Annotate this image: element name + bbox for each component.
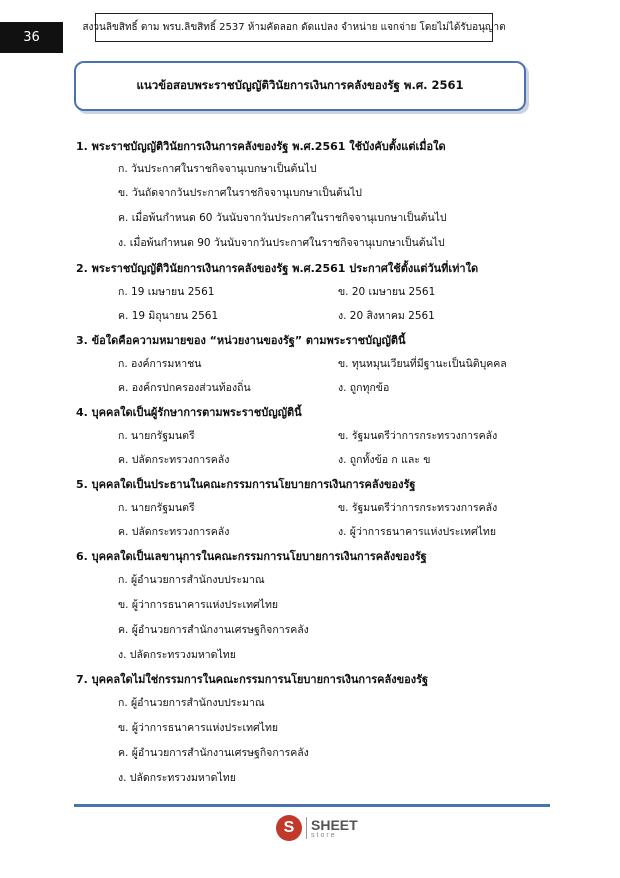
footer-divider xyxy=(74,804,550,807)
question-2: 2. พระราชบัญญัติวินัยการเงินการคลังของรัฐ พ.ศ.2561 ประกาศใช้ตั้งแต่วันที่เท่าใด xyxy=(76,262,479,275)
option-5c: ค. ปลัดกระทรวงการคลัง xyxy=(118,526,230,538)
option-4c: ค. ปลัดกระทรวงการคลัง xyxy=(118,454,230,466)
logo-subtitle: store xyxy=(311,831,337,839)
option-5d: ง. ผู้ว่าการธนาคารแห่งประเทศไทย xyxy=(338,526,496,538)
page-title: แนวข้อสอบพระราชบัญญัติวินัยการเงินการคลังของรัฐ พ.ศ. 2561 xyxy=(74,61,526,111)
option-3b: ข. ทุนหมุนเวียนที่มีฐานะเป็นนิติบุคคล xyxy=(338,358,507,370)
logo-divider xyxy=(306,817,307,839)
sheet-store-logo xyxy=(276,814,358,842)
logo-text xyxy=(311,818,358,839)
page-number: 36 xyxy=(0,22,63,53)
option-2d: ง. 20 สิงหาคม 2561 xyxy=(338,310,435,322)
question-5: 5. บุคคลใดเป็นประธานในคณะกรรมการนโยบายการเงินการคลังของรัฐ xyxy=(76,478,416,491)
option-2a: ก. 19 เมษายน 2561 xyxy=(118,286,215,298)
question-3: 3. ข้อใดคือความหมายของ “หน่วยงานของรัฐ” ตามพระราชบัญญัตินี้ xyxy=(76,334,406,347)
question-4: 4. บุคคลใดเป็นผู้รักษาการตามพระราชบัญญัตินี้ xyxy=(76,406,302,419)
option-2b: ข. 20 เมษายน 2561 xyxy=(338,286,436,298)
option-4b: ข. รัฐมนตรีว่าการกระทรวงการคลัง xyxy=(338,430,498,442)
option-7b: ข. ผู้ว่าการธนาคารแห่งประเทศไทย xyxy=(118,722,279,734)
option-1b: ข. วันถัดจากวันประกาศในราชกิจจานุเบกษาเป็นต้นไป xyxy=(118,187,362,199)
option-7c: ค. ผู้อำนวยการสำนักงานเศรษฐกิจการคลัง xyxy=(118,747,309,759)
option-6b: ข. ผู้ว่าการธนาคารแห่งประเทศไทย xyxy=(118,599,279,611)
option-6a: ก. ผู้อำนวยการสำนักงบประมาณ xyxy=(118,574,265,586)
option-6d: ง. ปลัดกระทรวงมหาดไทย xyxy=(118,649,236,661)
option-4d: ง. ถูกทั้งข้อ ก และ ข xyxy=(338,454,431,466)
option-1c: ค. เมื่อพ้นกำหนด 60 วันนับจากวันประกาศในราชกิจจานุเบกษาเป็นต้นไป xyxy=(118,212,447,224)
logo-mark-icon: S xyxy=(276,815,302,841)
option-6c: ค. ผู้อำนวยการสำนักงานเศรษฐกิจการคลัง xyxy=(118,624,309,636)
option-1d: ง. เมื่อพ้นกำหนด 90 วันนับจากวันประกาศในราชกิจจานุเบกษาเป็นต้นไป xyxy=(118,237,445,249)
option-7a: ก. ผู้อำนวยการสำนักงบประมาณ xyxy=(118,697,265,709)
question-6: 6. บุคคลใดเป็นเลขานุการในคณะกรรมการนโยบายการเงินการคลังของรัฐ xyxy=(76,550,427,563)
option-3a: ก. องค์การมหาชน xyxy=(118,358,202,370)
option-7d: ง. ปลัดกระทรวงมหาดไทย xyxy=(118,772,236,784)
option-5b: ข. รัฐมนตรีว่าการกระทรวงการคลัง xyxy=(338,502,498,514)
logo-word: SHEET xyxy=(311,816,358,833)
copyright-notice: สงวนลิขสิทธิ์ ตาม พรบ.ลิขสิทธิ์ 2537 ห้ามคัดลอก ดัดแปลง จำหน่าย แจกจ่าย โดยไม่ได้รับอนุญาต xyxy=(95,13,493,42)
option-2c: ค. 19 มิถุนายน 2561 xyxy=(118,310,219,322)
option-4a: ก. นายกรัฐมนตรี xyxy=(118,430,195,442)
option-1a: ก. วันประกาศในราชกิจจานุเบกษาเป็นต้นไป xyxy=(118,163,317,175)
question-1: 1. พระราชบัญญัติวินัยการเงินการคลังของรัฐ พ.ศ.2561 ใช้บังคับตั้งแต่เมื่อใด xyxy=(76,140,446,153)
question-7: 7. บุคคลใดไม่ใช่กรรมการในคณะกรรมการนโยบายการเงินการคลังของรัฐ xyxy=(76,673,429,686)
option-3d: ง. ถูกทุกข้อ xyxy=(338,382,390,394)
option-3c: ค. องค์กรปกครองส่วนท้องถิ่น xyxy=(118,382,251,394)
option-5a: ก. นายกรัฐมนตรี xyxy=(118,502,195,514)
